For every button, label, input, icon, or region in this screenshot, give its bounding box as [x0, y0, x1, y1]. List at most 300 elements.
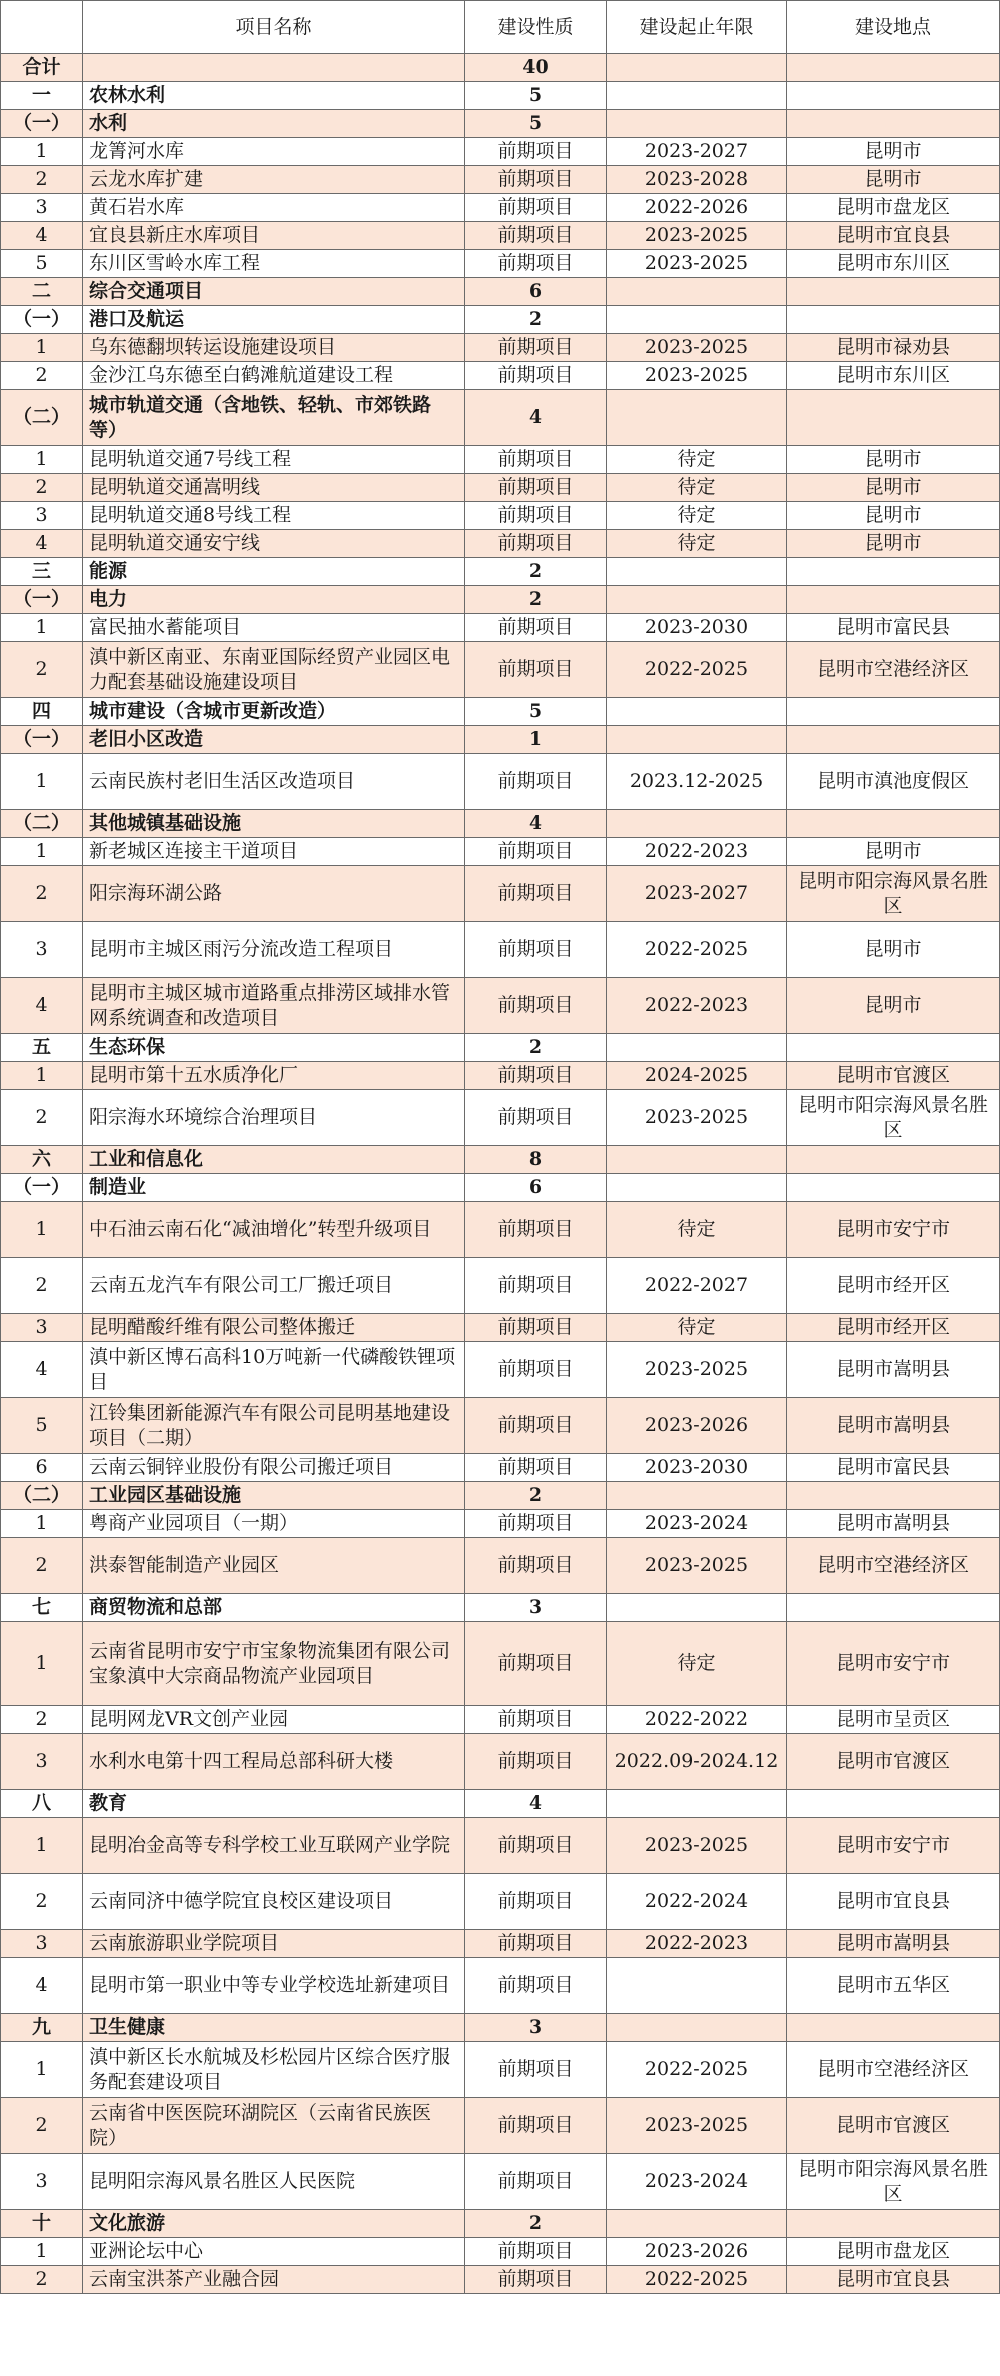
cell-index: 1 [1, 2238, 83, 2266]
table-row [1, 838, 1000, 866]
cell-nature: 6 [465, 1174, 607, 1202]
cell-years: 2023-2025 [607, 222, 787, 250]
table-body [1, 54, 1000, 2294]
cell-nature: 前期项目 [465, 2098, 607, 2154]
cell-years: 2023.12-2025 [607, 754, 787, 810]
cell-location: 昆明市宜良县 [787, 1874, 1000, 1930]
header-project-name: 项目名称 [83, 1, 465, 54]
cell-nature: 5 [465, 698, 607, 726]
cell-project-name: 东川区雪岭水库工程 [83, 250, 465, 278]
cell-index: 6 [1, 1454, 83, 1482]
cell-years [607, 278, 787, 306]
table-row [1, 1706, 1000, 1734]
cell-location: 昆明市盘龙区 [787, 194, 1000, 222]
cell-location [787, 306, 1000, 334]
cell-years: 2023-2028 [607, 166, 787, 194]
cell-years [607, 2210, 787, 2238]
cell-location [787, 1482, 1000, 1510]
cell-years [607, 1594, 787, 1622]
cell-nature: 前期项目 [465, 1090, 607, 1146]
table-row [1, 1538, 1000, 1594]
cell-years [607, 810, 787, 838]
cell-nature: 前期项目 [465, 1510, 607, 1538]
cell-index: 1 [1, 446, 83, 474]
table-row [1, 1790, 1000, 1818]
cell-index: 4 [1, 530, 83, 558]
cell-location: 昆明市 [787, 474, 1000, 502]
cell-index: 2 [1, 642, 83, 698]
cell-nature: 前期项目 [465, 194, 607, 222]
cell-project-name: 工业园区基础设施 [83, 1482, 465, 1510]
cell-project-name: 滇中新区南亚、东南亚国际经贸产业园区电力配套基础设施建设项目 [83, 642, 465, 698]
cell-years [607, 1034, 787, 1062]
cell-years: 2023-2025 [607, 1538, 787, 1594]
cell-project-name: 云南同济中德学院宜良校区建设项目 [83, 1874, 465, 1930]
cell-location: 昆明市宜良县 [787, 2266, 1000, 2294]
table-row [1, 278, 1000, 306]
cell-project-name: 云南云铜锌业股份有限公司搬迁项目 [83, 1454, 465, 1482]
cell-nature: 前期项目 [465, 838, 607, 866]
cell-project-name: 新老城区连接主干道项目 [83, 838, 465, 866]
cell-nature: 前期项目 [465, 362, 607, 390]
cell-location [787, 1174, 1000, 1202]
table-row [1, 1482, 1000, 1510]
cell-project-name: 老旧小区改造 [83, 726, 465, 754]
cell-project-name: 综合交通项目 [83, 278, 465, 306]
cell-nature: 8 [465, 1146, 607, 1174]
cell-project-name: 港口及航运 [83, 306, 465, 334]
cell-location: 昆明市 [787, 838, 1000, 866]
cell-location: 昆明市 [787, 138, 1000, 166]
cell-nature: 前期项目 [465, 1202, 607, 1258]
cell-project-name: 昆明市主城区雨污分流改造工程项目 [83, 922, 465, 978]
header-years: 建设起止年限 [607, 1, 787, 54]
cell-index: 1 [1, 838, 83, 866]
cell-location [787, 390, 1000, 446]
cell-nature: 前期项目 [465, 1398, 607, 1454]
table-row [1, 866, 1000, 922]
cell-project-name: 阳宗海水环境综合治理项目 [83, 1090, 465, 1146]
cell-index: 九 [1, 2014, 83, 2042]
cell-project-name: 水利水电第十四工程局总部科研大楼 [83, 1734, 465, 1790]
table-row [1, 2210, 1000, 2238]
table-row [1, 362, 1000, 390]
cell-location [787, 54, 1000, 82]
cell-project-name: 昆明市第一职业中等专业学校选址新建项目 [83, 1958, 465, 2014]
cell-index: 2 [1, 166, 83, 194]
table-row [1, 1454, 1000, 1482]
table-row [1, 1930, 1000, 1958]
header-location: 建设地点 [787, 1, 1000, 54]
table-row [1, 642, 1000, 698]
cell-location: 昆明市官渡区 [787, 2098, 1000, 2154]
cell-nature: 前期项目 [465, 922, 607, 978]
cell-location: 昆明市安宁市 [787, 1622, 1000, 1706]
cell-project-name: 昆明轨道交通嵩明线 [83, 474, 465, 502]
table-row [1, 2154, 1000, 2210]
cell-nature: 前期项目 [465, 642, 607, 698]
cell-location: 昆明市空港经济区 [787, 2042, 1000, 2098]
cell-years [607, 726, 787, 754]
cell-years: 2023-2025 [607, 362, 787, 390]
cell-years: 2023-2025 [607, 1342, 787, 1398]
cell-location: 昆明市 [787, 922, 1000, 978]
table-row [1, 2266, 1000, 2294]
cell-location [787, 810, 1000, 838]
table-row [1, 54, 1000, 82]
cell-years [607, 1146, 787, 1174]
cell-nature: 前期项目 [465, 530, 607, 558]
header-index [1, 1, 83, 54]
table-row [1, 474, 1000, 502]
cell-location: 昆明市官渡区 [787, 1734, 1000, 1790]
cell-years: 2023-2027 [607, 138, 787, 166]
cell-location: 昆明市经开区 [787, 1314, 1000, 1342]
cell-index: 1 [1, 614, 83, 642]
cell-years: 待定 [607, 1622, 787, 1706]
cell-project-name: 工业和信息化 [83, 1146, 465, 1174]
cell-years [607, 2014, 787, 2042]
cell-index: 1 [1, 1622, 83, 1706]
cell-project-name: 云南五龙汽车有限公司工厂搬迁项目 [83, 1258, 465, 1314]
cell-location: 昆明市空港经济区 [787, 1538, 1000, 1594]
cell-location: 昆明市 [787, 446, 1000, 474]
table-row [1, 614, 1000, 642]
cell-location: 昆明市 [787, 166, 1000, 194]
cell-index: 五 [1, 1034, 83, 1062]
table-row [1, 194, 1000, 222]
cell-project-name: 宜良县新庄水库项目 [83, 222, 465, 250]
cell-project-name: 昆明网龙VR文创产业园 [83, 1706, 465, 1734]
cell-years: 待定 [607, 474, 787, 502]
cell-project-name: 商贸物流和总部 [83, 1594, 465, 1622]
cell-years [607, 586, 787, 614]
table-row [1, 1174, 1000, 1202]
cell-location: 昆明市安宁市 [787, 1202, 1000, 1258]
cell-location: 昆明市 [787, 502, 1000, 530]
cell-index: 1 [1, 1818, 83, 1874]
cell-nature: 前期项目 [465, 614, 607, 642]
cell-years: 2022-2027 [607, 1258, 787, 1314]
cell-nature: 前期项目 [465, 866, 607, 922]
cell-years: 2023-2024 [607, 1510, 787, 1538]
cell-nature: 5 [465, 82, 607, 110]
cell-index: 1 [1, 334, 83, 362]
cell-years: 2022-2025 [607, 642, 787, 698]
cell-location [787, 82, 1000, 110]
cell-location: 昆明市滇池度假区 [787, 754, 1000, 810]
table-row [1, 222, 1000, 250]
cell-nature: 4 [465, 1790, 607, 1818]
cell-index: 2 [1, 1874, 83, 1930]
cell-years: 2023-2025 [607, 2098, 787, 2154]
cell-location [787, 1034, 1000, 1062]
cell-project-name: 卫生健康 [83, 2014, 465, 2042]
cell-location: 昆明市 [787, 978, 1000, 1034]
cell-location: 昆明市盘龙区 [787, 2238, 1000, 2266]
cell-years: 2023-2025 [607, 1090, 787, 1146]
table-row [1, 82, 1000, 110]
cell-nature: 前期项目 [465, 1818, 607, 1874]
cell-project-name: 云南旅游职业学院项目 [83, 1930, 465, 1958]
cell-index: 3 [1, 502, 83, 530]
cell-location [787, 698, 1000, 726]
cell-index: 4 [1, 1342, 83, 1398]
cell-nature: 前期项目 [465, 250, 607, 278]
cell-project-name: 龙箐河水库 [83, 138, 465, 166]
table-row [1, 2238, 1000, 2266]
cell-index: 2 [1, 1258, 83, 1314]
cell-nature: 前期项目 [465, 1454, 607, 1482]
table-row [1, 1734, 1000, 1790]
cell-location [787, 278, 1000, 306]
cell-index: 七 [1, 1594, 83, 1622]
cell-nature: 前期项目 [465, 2238, 607, 2266]
cell-nature: 前期项目 [465, 138, 607, 166]
cell-location [787, 2210, 1000, 2238]
table-row [1, 754, 1000, 810]
cell-index: （一） [1, 1174, 83, 1202]
table-row [1, 110, 1000, 138]
cell-project-name: 滇中新区长水航城及杉松园片区综合医疗服务配套建设项目 [83, 2042, 465, 2098]
table-row [1, 390, 1000, 446]
cell-nature: 前期项目 [465, 2266, 607, 2294]
cell-index: 4 [1, 222, 83, 250]
table-row [1, 1314, 1000, 1342]
cell-project-name: 洪泰智能制造产业园区 [83, 1538, 465, 1594]
cell-project-name: 云南省昆明市安宁市宝象物流集团有限公司宝象滇中大宗商品物流产业园项目 [83, 1622, 465, 1706]
cell-nature: 前期项目 [465, 978, 607, 1034]
cell-years: 2023-2025 [607, 1818, 787, 1874]
cell-nature: 3 [465, 1594, 607, 1622]
cell-nature: 前期项目 [465, 1538, 607, 1594]
table-row [1, 1202, 1000, 1258]
table-row [1, 502, 1000, 530]
cell-location: 昆明市阳宗海风景名胜区 [787, 2154, 1000, 2210]
cell-index: 四 [1, 698, 83, 726]
cell-nature: 2 [465, 2210, 607, 2238]
cell-nature: 前期项目 [465, 1622, 607, 1706]
cell-index: 1 [1, 754, 83, 810]
cell-project-name: 阳宗海环湖公路 [83, 866, 465, 922]
cell-nature: 前期项目 [465, 1342, 607, 1398]
table-row [1, 2014, 1000, 2042]
cell-index: 3 [1, 1314, 83, 1342]
header-nature: 建设性质 [465, 1, 607, 54]
cell-years: 2023-2027 [607, 866, 787, 922]
table-row [1, 726, 1000, 754]
cell-location: 昆明市嵩明县 [787, 1342, 1000, 1398]
cell-location: 昆明市安宁市 [787, 1818, 1000, 1874]
table-row [1, 922, 1000, 978]
cell-nature: 前期项目 [465, 1734, 607, 1790]
cell-location: 昆明市空港经济区 [787, 642, 1000, 698]
cell-project-name: 昆明醋酸纤维有限公司整体搬迁 [83, 1314, 465, 1342]
cell-location [787, 2014, 1000, 2042]
cell-project-name [83, 54, 465, 82]
cell-index: 2 [1, 1538, 83, 1594]
cell-project-name: 亚洲论坛中心 [83, 2238, 465, 2266]
table-row [1, 1958, 1000, 2014]
cell-years: 2023-2024 [607, 2154, 787, 2210]
cell-location: 昆明市 [787, 530, 1000, 558]
cell-index: 2 [1, 2098, 83, 2154]
cell-nature: 前期项目 [465, 2154, 607, 2210]
table-row [1, 810, 1000, 838]
cell-nature: 前期项目 [465, 1062, 607, 1090]
cell-nature: 前期项目 [465, 502, 607, 530]
cell-project-name: 黄石岩水库 [83, 194, 465, 222]
cell-nature: 前期项目 [465, 1958, 607, 2014]
cell-nature: 6 [465, 278, 607, 306]
cell-project-name: 乌东德翻坝转运设施建设项目 [83, 334, 465, 362]
cell-nature: 前期项目 [465, 446, 607, 474]
cell-index: 4 [1, 978, 83, 1034]
table-row [1, 1062, 1000, 1090]
cell-project-name: 水利 [83, 110, 465, 138]
cell-nature: 4 [465, 390, 607, 446]
cell-project-name: 昆明轨道交通安宁线 [83, 530, 465, 558]
cell-nature: 5 [465, 110, 607, 138]
cell-index: 三 [1, 558, 83, 586]
table-row [1, 2042, 1000, 2098]
cell-location: 昆明市富民县 [787, 1454, 1000, 1482]
cell-nature: 40 [465, 54, 607, 82]
cell-location [787, 1790, 1000, 1818]
cell-location [787, 1146, 1000, 1174]
cell-location: 昆明市阳宗海风景名胜区 [787, 1090, 1000, 1146]
cell-index: 合计 [1, 54, 83, 82]
cell-nature: 4 [465, 810, 607, 838]
cell-years: 2023-2026 [607, 2238, 787, 2266]
cell-project-name: 昆明冶金高等专科学校工业互联网产业学院 [83, 1818, 465, 1874]
cell-location [787, 110, 1000, 138]
table-row [1, 1510, 1000, 1538]
cell-index: 4 [1, 1958, 83, 2014]
cell-nature: 3 [465, 2014, 607, 2042]
table-row [1, 250, 1000, 278]
table-header-row [1, 1, 1000, 54]
cell-location: 昆明市官渡区 [787, 1062, 1000, 1090]
cell-location: 昆明市嵩明县 [787, 1930, 1000, 1958]
table-row [1, 166, 1000, 194]
table-row [1, 334, 1000, 362]
cell-index: 六 [1, 1146, 83, 1174]
cell-years: 2023-2025 [607, 250, 787, 278]
cell-index: （二） [1, 390, 83, 446]
cell-index: 1 [1, 1510, 83, 1538]
table-row [1, 558, 1000, 586]
cell-location: 昆明市东川区 [787, 250, 1000, 278]
cell-location [787, 726, 1000, 754]
cell-project-name: 富民抽水蓄能项目 [83, 614, 465, 642]
cell-location: 昆明市富民县 [787, 614, 1000, 642]
cell-nature: 前期项目 [465, 1706, 607, 1734]
cell-years: 2022-2026 [607, 194, 787, 222]
cell-years: 待定 [607, 530, 787, 558]
table-row [1, 1146, 1000, 1174]
table-row [1, 1398, 1000, 1454]
cell-years [607, 1790, 787, 1818]
cell-years: 2022-2025 [607, 2266, 787, 2294]
cell-location [787, 1594, 1000, 1622]
cell-project-name: 江铃集团新能源汽车有限公司昆明基地建设项目（二期） [83, 1398, 465, 1454]
cell-years [607, 1482, 787, 1510]
cell-years: 2022-2023 [607, 1930, 787, 1958]
cell-location: 昆明市嵩明县 [787, 1398, 1000, 1454]
cell-project-name: 教育 [83, 1790, 465, 1818]
cell-location: 昆明市禄劝县 [787, 334, 1000, 362]
cell-index: （一） [1, 726, 83, 754]
cell-index: 二 [1, 278, 83, 306]
table-row [1, 978, 1000, 1034]
cell-years: 2023-2030 [607, 614, 787, 642]
table-row [1, 586, 1000, 614]
cell-nature: 前期项目 [465, 1930, 607, 1958]
cell-project-name: 昆明市主城区城市道路重点排涝区域排水管网系统调查和改造项目 [83, 978, 465, 1034]
cell-project-name: 农林水利 [83, 82, 465, 110]
cell-project-name: 云南宝洪茶产业融合园 [83, 2266, 465, 2294]
cell-location: 昆明市阳宗海风景名胜区 [787, 866, 1000, 922]
cell-index: 2 [1, 1706, 83, 1734]
table-row [1, 698, 1000, 726]
cell-project-name: 其他城镇基础设施 [83, 810, 465, 838]
table-row [1, 1090, 1000, 1146]
cell-project-name: 滇中新区博石高科10万吨新一代磷酸铁锂项目 [83, 1342, 465, 1398]
cell-years: 2023-2025 [607, 334, 787, 362]
cell-nature: 前期项目 [465, 222, 607, 250]
cell-years: 待定 [607, 1314, 787, 1342]
cell-nature: 2 [465, 558, 607, 586]
cell-nature: 前期项目 [465, 1258, 607, 1314]
cell-years: 待定 [607, 502, 787, 530]
cell-nature: 前期项目 [465, 166, 607, 194]
table-row [1, 530, 1000, 558]
cell-project-name: 电力 [83, 586, 465, 614]
cell-years: 2022-2023 [607, 978, 787, 1034]
cell-project-name: 云龙水库扩建 [83, 166, 465, 194]
cell-project-name: 制造业 [83, 1174, 465, 1202]
cell-project-name: 昆明阳宗海风景名胜区人民医院 [83, 2154, 465, 2210]
cell-years [607, 1174, 787, 1202]
cell-index: （二） [1, 1482, 83, 1510]
cell-project-name: 文化旅游 [83, 2210, 465, 2238]
cell-index: 3 [1, 194, 83, 222]
cell-years: 2024-2025 [607, 1062, 787, 1090]
cell-years [607, 54, 787, 82]
cell-nature: 前期项目 [465, 334, 607, 362]
cell-project-name: 粤商产业园项目（一期） [83, 1510, 465, 1538]
cell-nature: 2 [465, 1482, 607, 1510]
cell-nature: 2 [465, 586, 607, 614]
cell-index: 3 [1, 1734, 83, 1790]
cell-project-name: 云南民族村老旧生活区改造项目 [83, 754, 465, 810]
cell-project-name: 昆明轨道交通7号线工程 [83, 446, 465, 474]
cell-index: 十 [1, 2210, 83, 2238]
cell-project-name: 城市轨道交通（含地铁、轻轨、市郊铁路等） [83, 390, 465, 446]
cell-index: （二） [1, 810, 83, 838]
cell-years [607, 110, 787, 138]
table-row [1, 2098, 1000, 2154]
cell-years: 2022.09-2024.12 [607, 1734, 787, 1790]
cell-years [607, 558, 787, 586]
cell-index: 2 [1, 866, 83, 922]
cell-index: 5 [1, 1398, 83, 1454]
cell-project-name: 昆明市第十五水质净化厂 [83, 1062, 465, 1090]
cell-location: 昆明市东川区 [787, 362, 1000, 390]
cell-location: 昆明市经开区 [787, 1258, 1000, 1314]
cell-index: 2 [1, 2266, 83, 2294]
